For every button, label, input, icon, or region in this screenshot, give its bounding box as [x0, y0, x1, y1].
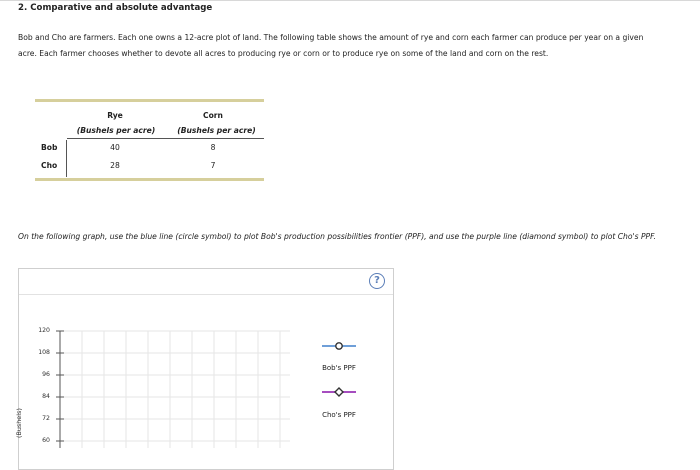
column-unit-corn: (Bushels per acre): [177, 126, 256, 135]
y-tick-label: 120: [38, 327, 50, 334]
cell-cho-corn: 7: [210, 161, 216, 170]
y-tick-label: 60: [42, 437, 50, 444]
column-header-rye: Rye: [107, 111, 123, 120]
question-title: 2. Comparative and absolute advantage: [18, 3, 213, 13]
question-intro: Bob and Cho are farmers. Each one owns a 12-acre plot of land. The following table shows the amount of rye and corn each farmer can produce per year on a given acre. Each farmer chooses whether to devote all acres to producing rye or corn or to produce rye on some of the land and corn on the rest.: [18, 33, 644, 58]
help-icon[interactable]: ?: [369, 273, 385, 289]
legend-label-cho: Cho's PPF: [322, 411, 356, 419]
cell-bob-rye: 40: [110, 143, 120, 152]
graph-instructions: On the following graph, use the blue line (circle symbol) to plot Bob's production possibilities frontier (PPF), and use the purple line (diamond symbol) to plot Cho's PPF.: [18, 232, 656, 241]
y-tick-label: 84: [42, 393, 50, 400]
cell-bob-corn: 8: [210, 143, 216, 152]
y-tick-label: 108: [38, 349, 50, 356]
cell-cho-rye: 28: [110, 161, 120, 170]
circle-marker-icon: [336, 343, 342, 349]
legend-label-bob: Bob's PPF: [322, 364, 356, 372]
legend-cho-ppf-tool[interactable]: [322, 388, 356, 396]
row-label-cho: Cho: [41, 161, 58, 170]
y-tick-label: 96: [42, 371, 50, 378]
graph-grid: [60, 331, 290, 448]
y-axis: [56, 331, 64, 448]
y-axis-label: (Bushels): [15, 408, 23, 438]
column-unit-rye: (Bushels per acre): [76, 126, 156, 135]
diamond-marker-icon: [335, 388, 343, 396]
row-label-bob: Bob: [41, 143, 58, 152]
legend-bob-ppf-tool[interactable]: [322, 343, 356, 349]
column-header-corn: Corn: [203, 111, 223, 120]
y-tick-label: 72: [42, 415, 50, 422]
